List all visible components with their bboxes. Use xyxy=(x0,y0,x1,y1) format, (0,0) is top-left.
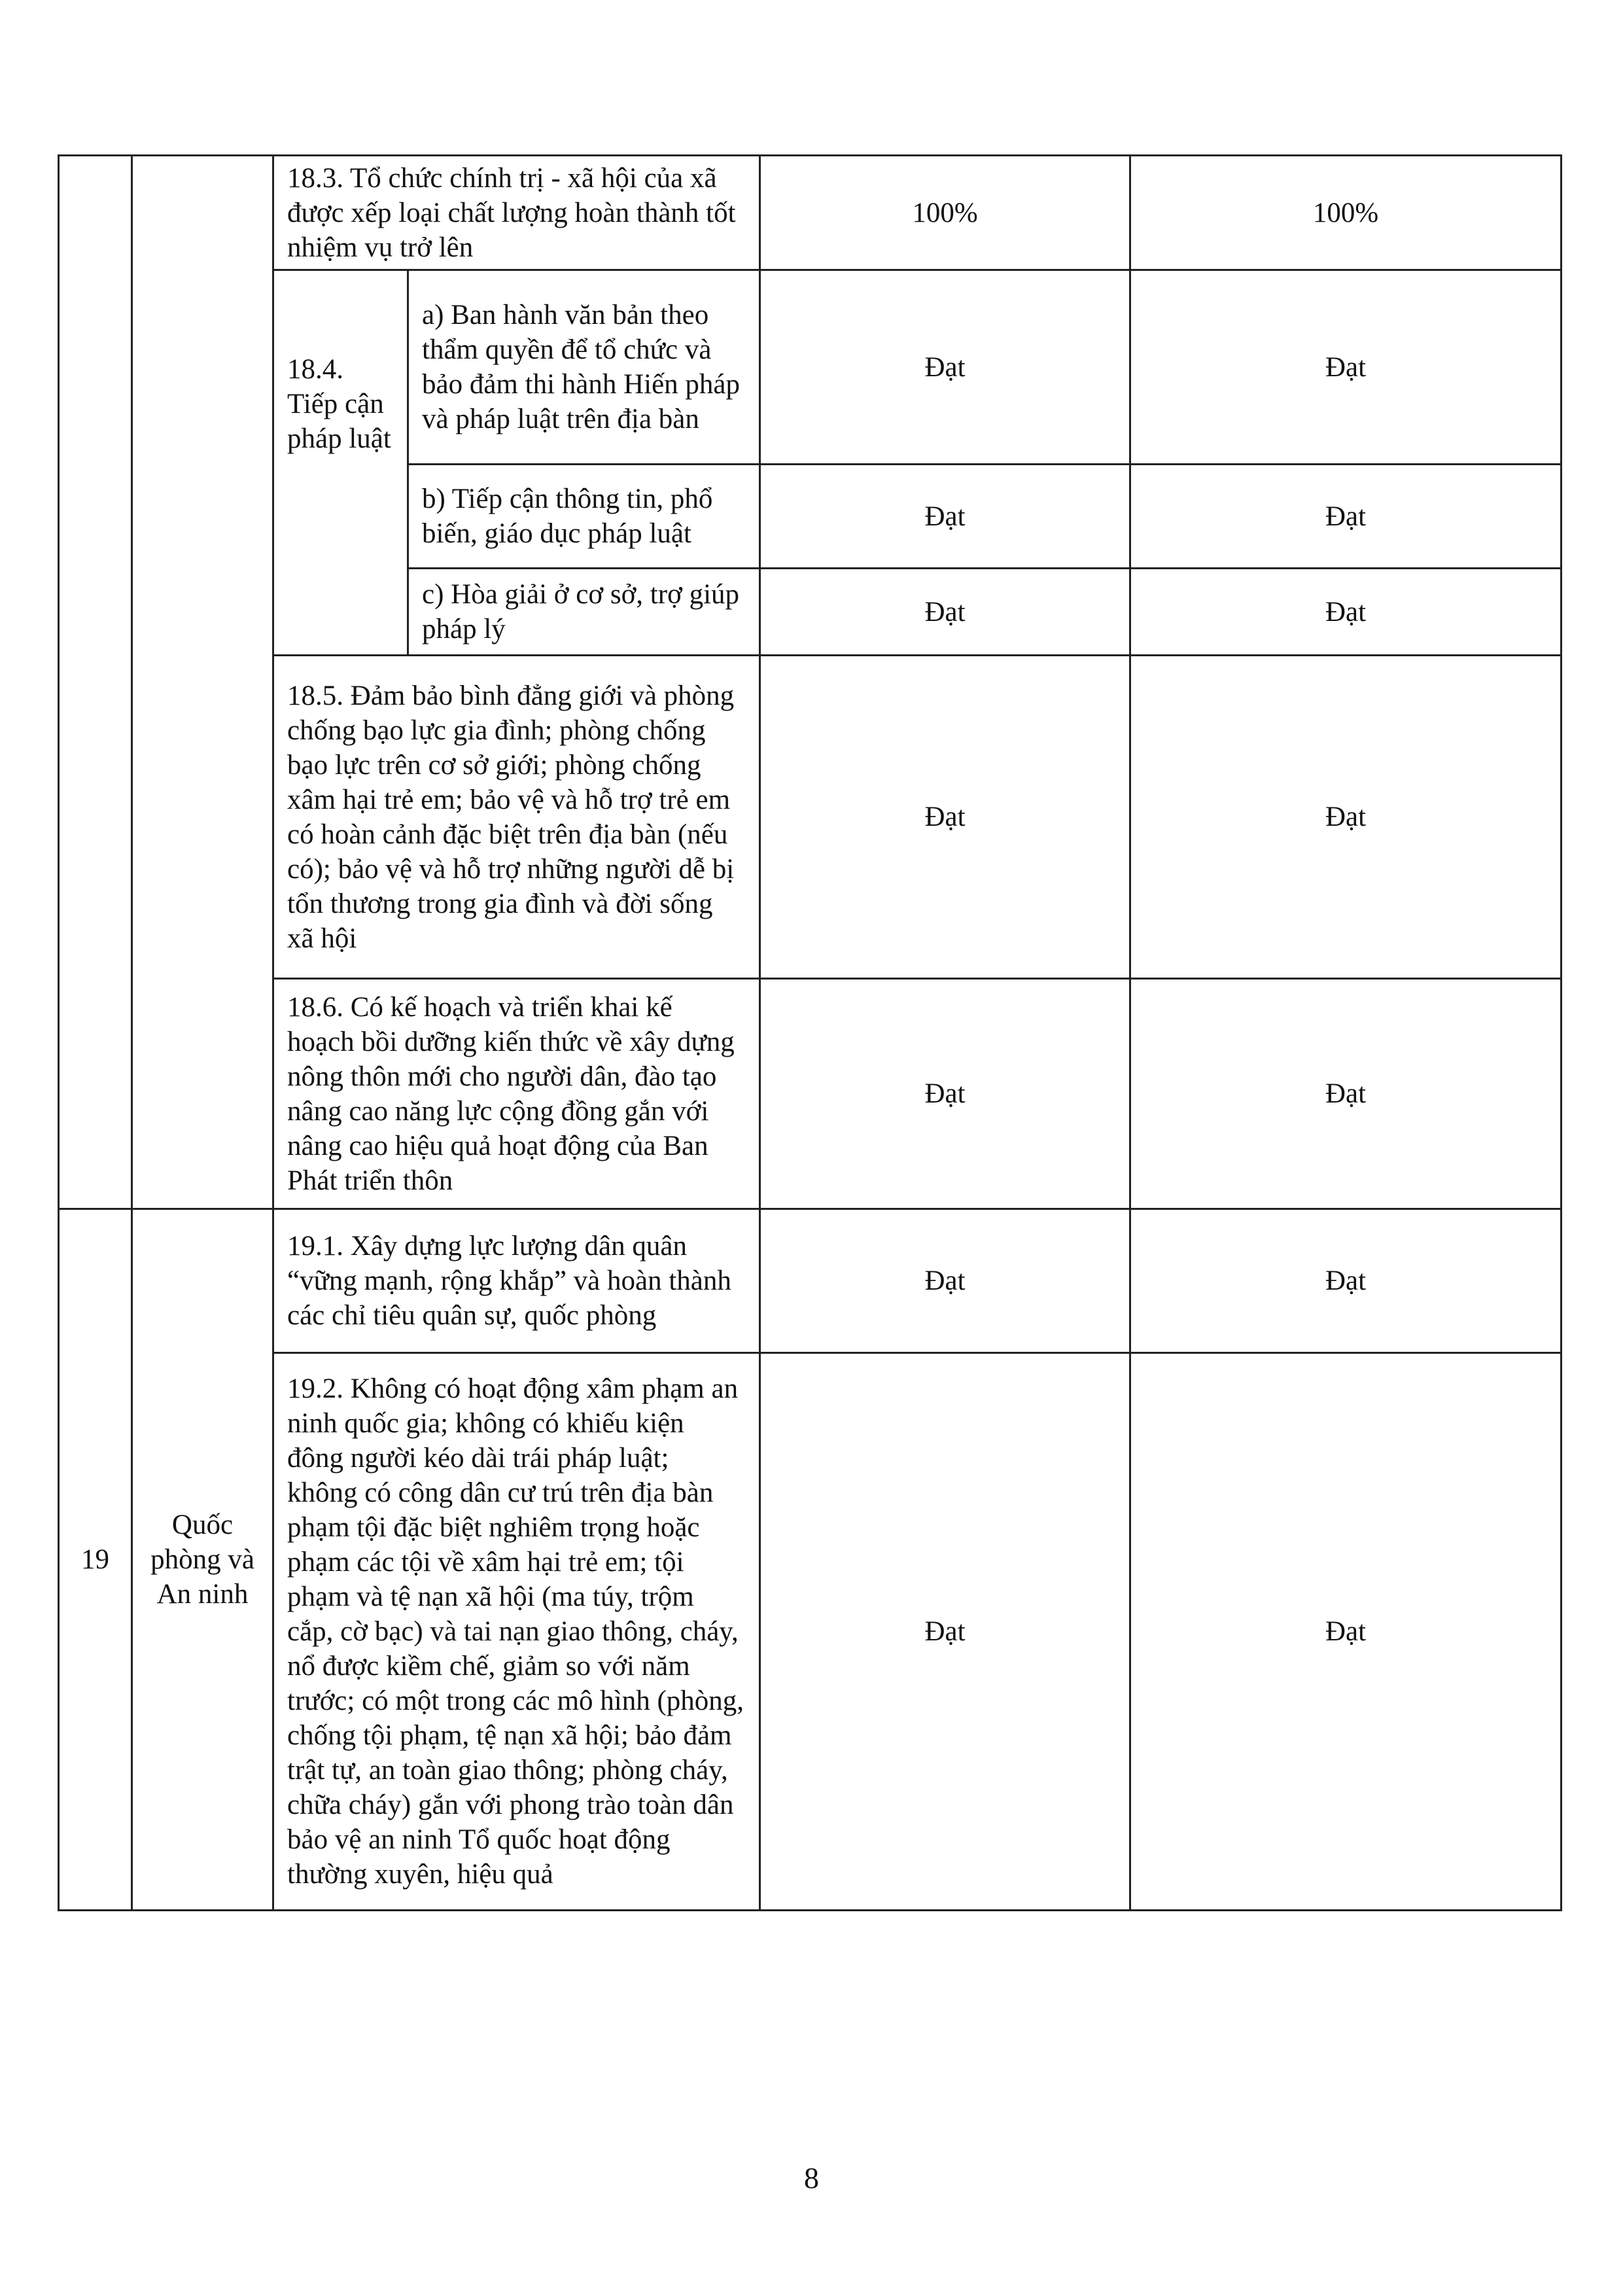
table-row xyxy=(59,656,1562,979)
indicator-text: c) Hòa giải ở cơ sở, trợ giúp pháp lý xyxy=(408,569,760,656)
indicator-text: 19.1. Xây dựng lực lượng dân quân “vững mạnh, rộng khắp” và hoàn thành các chỉ tiêu quân sự, quốc phòng xyxy=(273,1209,760,1353)
indicator-text: 18.6. Có kế hoạch và triển khai kế hoạch bồi dưỡng kiến thức về xây dựng nông thôn mới cho người dân, đào tạo nâng cao năng lực cộng đồng gắn với nâng cao hiệu quả hoạt động của Ban Phát triển thôn xyxy=(273,979,760,1209)
indicator-text: a) Ban hành văn bản theo thẩm quyền để tổ chức và bảo đảm thi hành Hiến pháp và pháp luật trên địa bàn xyxy=(408,270,760,465)
indicator-text: 18.3. Tổ chức chính trị - xã hội của xã được xếp loại chất lượng hoàn thành tốt nhiệm vụ trở lên xyxy=(273,156,760,270)
document-page xyxy=(58,154,1560,1911)
value-cell: Đạt xyxy=(760,979,1130,1209)
subgroup-label: 18.4. Tiếp cận pháp luật xyxy=(273,270,408,656)
criterion-name-cell xyxy=(132,156,273,1209)
criterion-number-cell xyxy=(59,156,132,1209)
value-cell: Đạt xyxy=(760,1353,1130,1911)
value-cell: Đạt xyxy=(760,569,1130,656)
value-cell: Đạt xyxy=(1130,270,1562,465)
table-row xyxy=(59,1353,1562,1911)
value-cell: Đạt xyxy=(1130,656,1562,979)
value-cell: Đạt xyxy=(1130,465,1562,569)
indicator-text: b) Tiếp cận thông tin, phổ biến, giáo dục pháp luật xyxy=(408,465,760,569)
criterion-name: Quốc phòng và An ninh xyxy=(132,1209,273,1911)
value-cell: 100% xyxy=(760,156,1130,270)
value-cell: Đạt xyxy=(1130,1209,1562,1353)
value-cell: 100% xyxy=(1130,156,1562,270)
value-cell: Đạt xyxy=(760,270,1130,465)
value-cell: Đạt xyxy=(1130,569,1562,656)
value-cell: Đạt xyxy=(1130,1353,1562,1911)
table-row xyxy=(59,156,1562,270)
value-cell: Đạt xyxy=(760,656,1130,979)
indicator-text: 19.2. Không có hoạt động xâm phạm an ninh quốc gia; không có khiếu kiện đông người kéo dài trái pháp luật; không có công dân cư trú trên địa bàn phạm tội đặc biệt nghiêm trọng hoặc phạm các tội về xâm hại trẻ em; tội phạm và tệ nạn xã hội (ma túy, trộm cắp, cờ bạc) và tai nạn giao thông, cháy, nổ được kiềm chế, giảm so với năm trước; có một trong các mô hình (phòng, chống tội phạm, tệ nạn xã hội; bảo đảm trật tự, an toàn giao thông; phòng cháy, chữa cháy) gắn với phong trào toàn dân bảo vệ an ninh Tổ quốc hoạt động thường xuyên, hiệu quả xyxy=(273,1353,760,1911)
page-number: 8 xyxy=(804,2161,819,2195)
criteria-table xyxy=(58,154,1562,1911)
table-row xyxy=(59,979,1562,1209)
value-cell: Đạt xyxy=(1130,979,1562,1209)
table-row xyxy=(59,1209,1562,1353)
table-row xyxy=(59,270,1562,465)
value-cell: Đạt xyxy=(760,1209,1130,1353)
indicator-text: 18.5. Đảm bảo bình đẳng giới và phòng chống bạo lực gia đình; phòng chống bạo lực trên cơ sở giới; phòng chống xâm hại trẻ em; bảo vệ và hỗ trợ trẻ em có hoàn cảnh đặc biệt trên địa bàn (nếu có); bảo vệ và hỗ trợ những người dễ bị tổn thương trong gia đình và đời sống xã hội xyxy=(273,656,760,979)
criterion-number: 19 xyxy=(59,1209,132,1911)
value-cell: Đạt xyxy=(760,465,1130,569)
